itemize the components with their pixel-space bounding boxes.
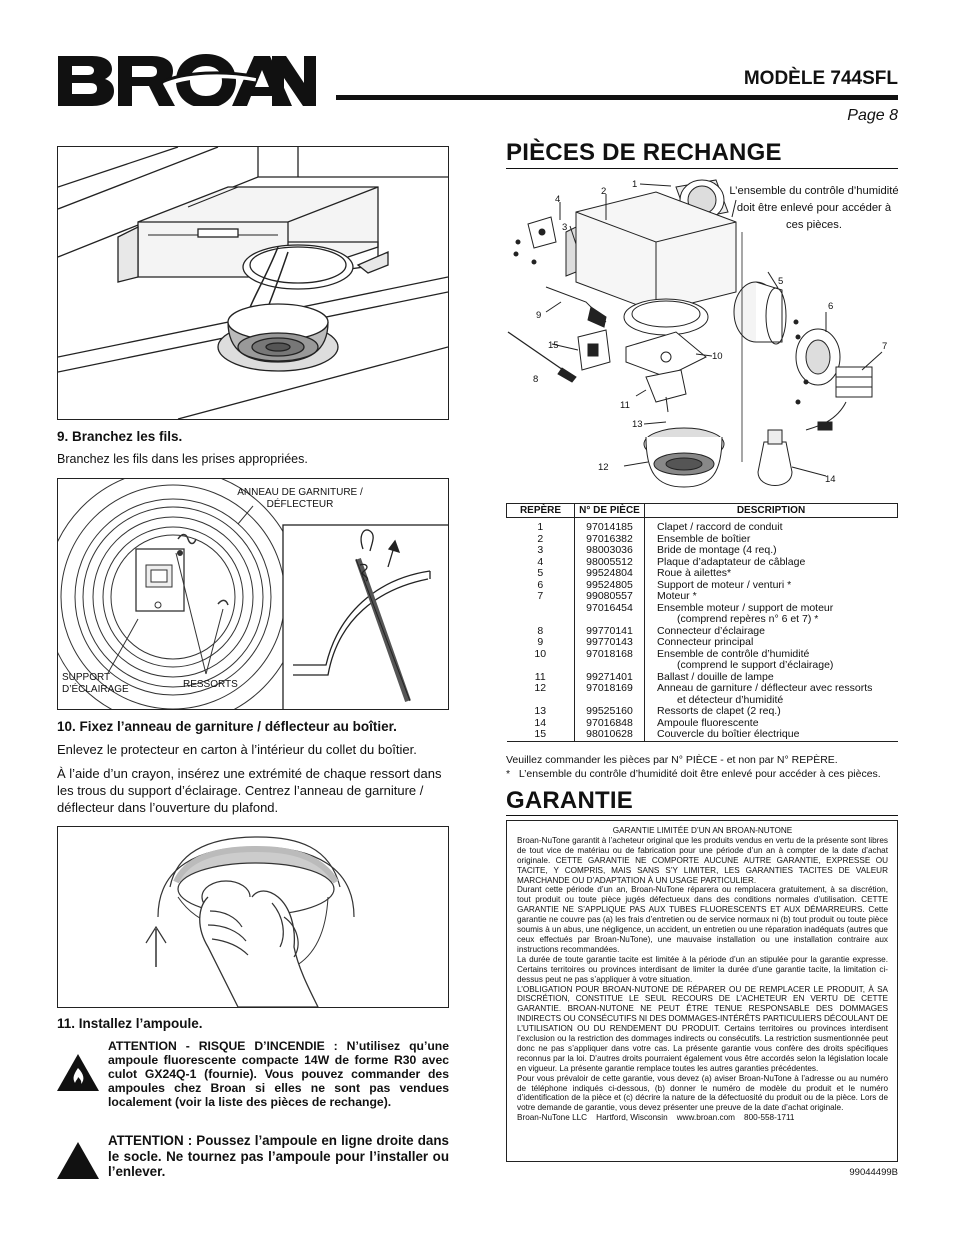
cell-part-number: 99524805 <box>575 580 645 592</box>
description-text: Anneau de garniture / déflecteur avec ressorts <box>657 682 873 694</box>
cell-part-number: 99524804 <box>575 568 645 580</box>
cell-part-number: 98005512 <box>575 557 645 569</box>
cell-part-number: 99770141 <box>575 626 645 638</box>
parts-section-title: PIÈCES DE RECHANGE <box>506 139 782 166</box>
warranty-paragraph-4: L’OBLIGATION POUR BROAN-NUTONE DE RÉPARER OU DE REMPLACER LE PRODUIT, À SA DISCRÉTION, CONSTITUE LE SEUL RECOURS DE L’ACHETEUR EN VERTU DE CETTE GARANTIE. BROAN-NUTONE NE PEUT ÊTRE TENUE RESPONSABLE DES DOMMAGES INDIRECTS OU CONSÉCUTIFS NI DES DOMMAGES-INTÉRÊTS PARTICULIERS DÉCOULANT DE L’UTILISATION OU DU RENDEMENT DU PRODUIT. Certains territoires ou provinces interdisent l’exclusion ou la restriction des dommages indirects ou consécutifs. La restriction susmentionnée peut donc ne pas s’appliquer dans votre cas. La présente garantie vous confère des droits spécifiques reconnus par la loi. D’autres droits pourraient également vous être accordés selon la législation locale en vigueur. La présente garantie remplace toutes les autres garanties précédentes. <box>517 984 888 1073</box>
cell-part-number: 99271401 <box>575 672 645 684</box>
warning-fire-risk <box>108 1039 449 1109</box>
cell-part-number: 97016848 <box>575 718 645 730</box>
cell-ref: 10 <box>507 649 575 672</box>
warning-bulb-install: ATTENTION : Poussez l’ampoule en ligne droite dans le socle. Ne tournez pas l’ampoule pour l’installer ou l’enlever. <box>108 1133 449 1179</box>
callout-11: 11 <box>620 400 630 411</box>
cell-part-number: 99080557 <box>575 591 645 603</box>
cell-description <box>645 518 898 534</box>
step11-title: 11. Installez l’ampoule. <box>57 1016 203 1031</box>
figure-step9-wiring <box>57 146 449 420</box>
description-text: Ensemble moteur / support de moteur <box>657 601 834 614</box>
header-rule <box>336 95 898 100</box>
cell-ref: 13 <box>507 706 575 718</box>
parts-section-rule <box>506 168 898 169</box>
cell-description <box>645 729 898 741</box>
callout-1: 1 <box>632 179 638 190</box>
cell-part-number: 97018168 <box>575 649 645 672</box>
table-row <box>507 649 898 672</box>
cell-description <box>645 603 898 626</box>
table-row <box>507 729 898 741</box>
description-text: Roue à ailettes* <box>657 567 732 579</box>
step10-title: 10. Fixez l’anneau de garniture / déflecteur au boîtier. <box>57 719 397 734</box>
description-text: Ressorts de clapet (2 req.) <box>657 705 781 717</box>
callout-12: 12 <box>598 462 609 473</box>
cell-description <box>645 683 898 706</box>
cell-ref: 15 <box>507 729 575 741</box>
description-text: Moteur * <box>657 590 697 602</box>
cell-ref: 9 <box>507 637 575 649</box>
callout-5: 5 <box>778 276 784 287</box>
callout-4: 4 <box>555 194 561 205</box>
cell-ref: 8 <box>507 626 575 638</box>
parts-table-header <box>507 504 898 518</box>
cell-ref <box>507 603 575 626</box>
warranty-section-rule <box>506 815 898 816</box>
step10-paragraph-2: À l’aide d’un crayon, insérez une extrémité de chaque ressort dans les trous du support d’éclairage. Centrez l’anneau de garniture / déflecteur dans l’ouverture du plafond. <box>57 766 442 815</box>
table-row <box>507 518 898 534</box>
cell-ref: 7 <box>507 591 575 603</box>
description-note: (comprend le support d’éclairage) <box>677 659 834 671</box>
cell-ref: 3 <box>507 545 575 557</box>
parts-table <box>506 503 898 742</box>
warranty-box <box>506 820 898 1162</box>
figure-step11-bulb <box>57 826 449 1008</box>
description-note: et détecteur d’humidité <box>677 693 784 706</box>
caution-warning-icon <box>56 1140 100 1180</box>
cell-description <box>645 649 898 672</box>
model-number: MODÈLE 744SFL <box>743 68 898 89</box>
cell-ref: 14 <box>507 718 575 730</box>
document-number: 99044499B <box>849 1167 898 1178</box>
description-text: Bride de montage (4 req.) <box>657 544 777 556</box>
warranty-paragraph-2: Durant cette période d’un an, Broan-NuTone réparera ou remplacera gratuitement, à sa discrétion, tout produit ou toute pièce jugés défectueux dans des conditions normales d’utilisation. CETTE GARANTIE NE S’APPLIQUE PAS AUX TUBES FLUORESCENTS ET AUX DÉMARREURS. Cette garantie ne couvre pas (a) les frais d’entretien ou de service normaux ni (b) tout produit ou toute pièce soumis à un abus, une négligence, un accident, un entretien ou une réparation inadéquats (autres que ceux effectués par Broan-NuTone), une mauvaise installation ou une installation contraire aux instructions recommandées. <box>517 885 888 954</box>
label-springs: RESSORTS <box>183 679 238 690</box>
warranty-heading: GARANTIE LIMITÉE D’UN AN BROAN-NUTONE <box>612 826 793 835</box>
description-text: Ensemble de boîtier <box>657 532 751 545</box>
page-number: Page 8 <box>847 107 898 124</box>
callout-8: 8 <box>533 374 539 385</box>
callout-13: 13 <box>632 419 643 430</box>
cell-part-number: 97018169 <box>575 683 645 706</box>
description-text: Connecteur d’éclairage <box>657 624 765 637</box>
warning-fire-text: N’utilisez qu’une ampoule fluorescente compacte 14W de forme R30 avec culot GX24Q-1 (fournie). Vous pouvez commander des ampoules chez Broan si elles ne sont pas vendues localement (voir la liste des pièces de rechange). <box>108 1039 450 1109</box>
cell-ref: 11 <box>507 672 575 684</box>
bulb-install-illustration <box>58 827 448 1007</box>
description-text: Couvercle du boîtier électrique <box>657 728 800 740</box>
description-text: Clapet / raccord de conduit <box>657 521 783 533</box>
broan-logo <box>56 52 318 106</box>
step10-paragraph-1: Enlevez le protecteur en carton à l’intérieur du collet du boîtier. <box>57 742 417 757</box>
cell-part-number: 99770143 <box>575 637 645 649</box>
description-text: Support de moteur / venturi * <box>657 578 792 591</box>
callout-9: 9 <box>536 310 542 321</box>
cell-part-number: 97016382 <box>575 534 645 546</box>
callout-7: 7 <box>882 341 888 352</box>
cell-ref: 12 <box>507 683 575 706</box>
cell-part-number: 99525160 <box>575 706 645 718</box>
cell-part-number: 97014185 <box>575 518 645 534</box>
callout-15: 15 <box>548 340 559 351</box>
description-text: Ampoule fluorescente <box>657 716 759 729</box>
warranty-section-title: GARANTIE <box>506 787 633 814</box>
col-description: DESCRIPTION <box>645 504 898 518</box>
cell-ref: 4 <box>507 557 575 569</box>
description-text: Plaque d’adaptateur de câblage <box>657 555 806 568</box>
cell-ref: 6 <box>507 580 575 592</box>
diagram-note: L’ensemble du contrôle d’humidité doit être enlevé pour accéder à ces pièces. <box>729 185 899 231</box>
callout-10: 10 <box>712 351 723 362</box>
cell-ref: 5 <box>507 568 575 580</box>
table-row <box>507 603 898 626</box>
step9-title: 9. Branchez les fils. <box>57 429 183 444</box>
cell-part-number: 98010628 <box>575 729 645 741</box>
table-row <box>507 683 898 706</box>
callout-6: 6 <box>828 301 834 312</box>
wiring-illustration <box>58 147 448 419</box>
warranty-paragraph-3: La durée de toute garantie tacite est limitée à la période d’un an stipulée pour la garantie expresse. Certains territoires ou provinces interdisant de limiter la durée d’une garantie tacite, la limitation ci-dessus peut ne pas s’appliquer à votre situation. <box>517 954 888 984</box>
step9-text: Branchez les fils dans les prises appropriées. <box>57 452 308 466</box>
callout-14: 14 <box>825 474 836 485</box>
callout-2: 2 <box>601 186 607 197</box>
description-text: Connecteur principal <box>657 636 754 648</box>
svg-text:®: ® <box>306 57 312 64</box>
label-trim-ring: ANNEAU DE GARNITURE / DÉFLECTEUR <box>237 487 363 510</box>
figure-step10-trim-ring <box>57 478 449 710</box>
asterisk-note: * L’ensemble du contrôle d’humidité doit être enlevé pour accéder à ces pièces. <box>506 768 881 780</box>
cell-ref: 1 <box>507 518 575 534</box>
warranty-paragraph-1: Broan-NuTone garantit à l’acheteur original que les produits vendus en vertu de la présente sont libres de tout vice de matériau ou de fabrication pour une période d’un an à compter de la date d’achat originale. CETTE GARANTIE NE COMPORTE AUCUNE AUTRE GARANTIE, EXPRESSE OU TACITE, Y COMPRIS, MAIS SANS S’Y LIMITER, LES GARANTIES TACITES DE VALEUR MARCHANDE OU D’ADAPTATION À UN USAGE PARTICULIER. <box>517 835 888 885</box>
warning-fire-lead: ATTENTION - RISQUE D’INCENDIE : <box>108 1039 347 1053</box>
description-text: Ballast / douille de lampe <box>657 670 774 683</box>
label-lighting-support: SUPPORT D’ÉCLAIRAGE <box>62 672 129 695</box>
cell-part-number: 98003036 <box>575 545 645 557</box>
fire-warning-icon <box>56 1052 100 1092</box>
cell-ref: 2 <box>507 534 575 546</box>
description-text: Ensemble de contrôle d’humidité <box>657 647 810 660</box>
warranty-paragraph-5: Pour vous prévaloir de cette garantie, vous devez (a) aviser Broan-NuTone à l’adresse ou au numéro de téléphone indiqués ci-dessous, (b) donner le numéro de modèle du produit et le numéro d’identification de la pièce et (c) décrire la nature de la défectuosité du produit ou de la pièce. Lors de votre demande de garantie, vous devez présenter une preuve de la date d’achat originale. <box>517 1073 888 1113</box>
table-row <box>507 580 898 592</box>
warranty-footer: Broan-NuTone LLC Hartford, Wisconsin www.broan.com 800-558-1711 <box>517 1113 795 1123</box>
col-ref: REPÈRE <box>507 504 575 518</box>
callout-3: 3 <box>562 222 568 233</box>
order-note: Veuillez commander les pièces par N° PIÈCE - et non par N° REPÈRE. <box>506 754 838 766</box>
col-part-number: N° DE PIÈCE <box>575 504 645 518</box>
description-note: (comprend repères n° 6 et 7) * <box>677 613 819 625</box>
cell-part-number: 97016454 <box>575 603 645 626</box>
